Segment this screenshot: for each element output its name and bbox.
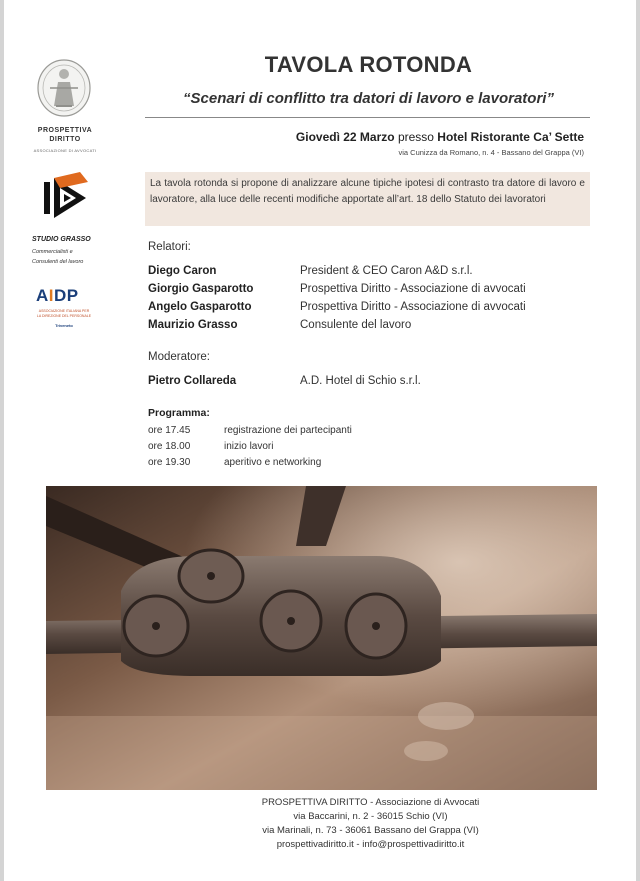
title-divider — [145, 117, 590, 118]
prospettiva-name-line2: DIRITTO — [49, 136, 81, 143]
program-time: ore 19.30 — [148, 457, 191, 468]
event-when — [296, 130, 584, 144]
speaker-role: Prospettiva Diritto - Associazione di avvocati — [300, 283, 526, 295]
program-desc: registrazione dei partecipanti — [224, 425, 352, 436]
aidp-logo: AIDP — [36, 286, 79, 305]
speaker-name: Angelo Gasparotto — [148, 301, 252, 313]
footer-line2: via Baccarini, n. 2 - 36015 Schio (VI) — [293, 811, 448, 822]
program-time: ore 18.00 — [148, 441, 191, 452]
event-presso: presso — [394, 130, 438, 144]
footer-contact: prospettivadiritto.it - info@prospettivadiritto.it — [276, 839, 465, 850]
prospettiva-name — [20, 126, 110, 144]
moderator-name: Pietro Collareda — [148, 375, 237, 387]
aidp-sub2: LA DIREZIONE DEL PERSONALE — [36, 314, 92, 318]
speaker-role: Consulente del lavoro — [300, 319, 412, 331]
intro-paragraph: La tavola rotonda si propone di analizzare alcune tipiche ipotesi di contrasto tra datore di lavoro e lavoratore, alla luce delle recenti modifiche apportate all’art. 18 dello Statuto dei lavoratori — [145, 172, 590, 226]
studio-grasso-line2: Consulenti del lavoro — [32, 259, 84, 265]
prospettiva-sub: ASSOCIAZIONE DI AVVOCATI — [33, 148, 97, 153]
programma-label: Programma: — [148, 407, 210, 419]
speaker-name: Diego Caron — [148, 265, 217, 277]
speaker-role: President & CEO Caron A&D s.r.l. — [300, 265, 473, 277]
program-desc: aperitivo e networking — [224, 457, 322, 468]
page-title: TAVOLA ROTONDA — [264, 52, 473, 77]
program-desc: inizio lavori — [224, 441, 274, 452]
prospettiva-name-line1: PROSPETTIVA — [37, 127, 93, 134]
moderatore-label: Moderatore: — [148, 351, 211, 363]
footer-line1: PROSPETTIVA DIRITTO - Associazione di Avvocati — [261, 797, 480, 808]
speaker-role: Prospettiva Diritto - Associazione di avvocati — [300, 301, 526, 313]
page-subtitle: “Scenari di conflitto tra datori di lavoro e lavoratori” — [183, 90, 554, 107]
speaker-name: Maurizio Grasso — [148, 319, 238, 331]
studio-grasso-logo — [40, 172, 90, 224]
studio-grasso-name: STUDIO GRASSO — [32, 236, 91, 243]
footer-line3: via Marinali, n. 73 - 36061 Bassano del Grappa (VI) — [262, 825, 479, 836]
studio-grasso-line1: Commercialisti e — [32, 249, 73, 255]
relatori-label: Relatori: — [148, 241, 191, 253]
speaker-name: Giorgio Gasparotto — [148, 283, 254, 295]
aidp-region: Triveneto — [55, 323, 73, 328]
aidp-logo-i: I — [48, 286, 55, 305]
prospettiva-seal-logo — [36, 58, 92, 118]
event-photo — [46, 486, 597, 790]
moderator-role: A.D. Hotel di Schio s.r.l. — [300, 375, 421, 387]
program-time: ore 17.45 — [148, 425, 191, 436]
event-address: via Cunizza da Romano, n. 4 - Bassano del Grappa (VI) — [398, 148, 584, 157]
event-date: Giovedì 22 Marzo — [295, 130, 395, 144]
event-venue: Hotel Ristorante Ca’ Sette — [437, 130, 584, 144]
page-edge-right — [636, 0, 640, 881]
page-edge-left — [0, 0, 4, 881]
aidp-sub1: ASSOCIAZIONE ITALIANA PER — [38, 309, 90, 313]
